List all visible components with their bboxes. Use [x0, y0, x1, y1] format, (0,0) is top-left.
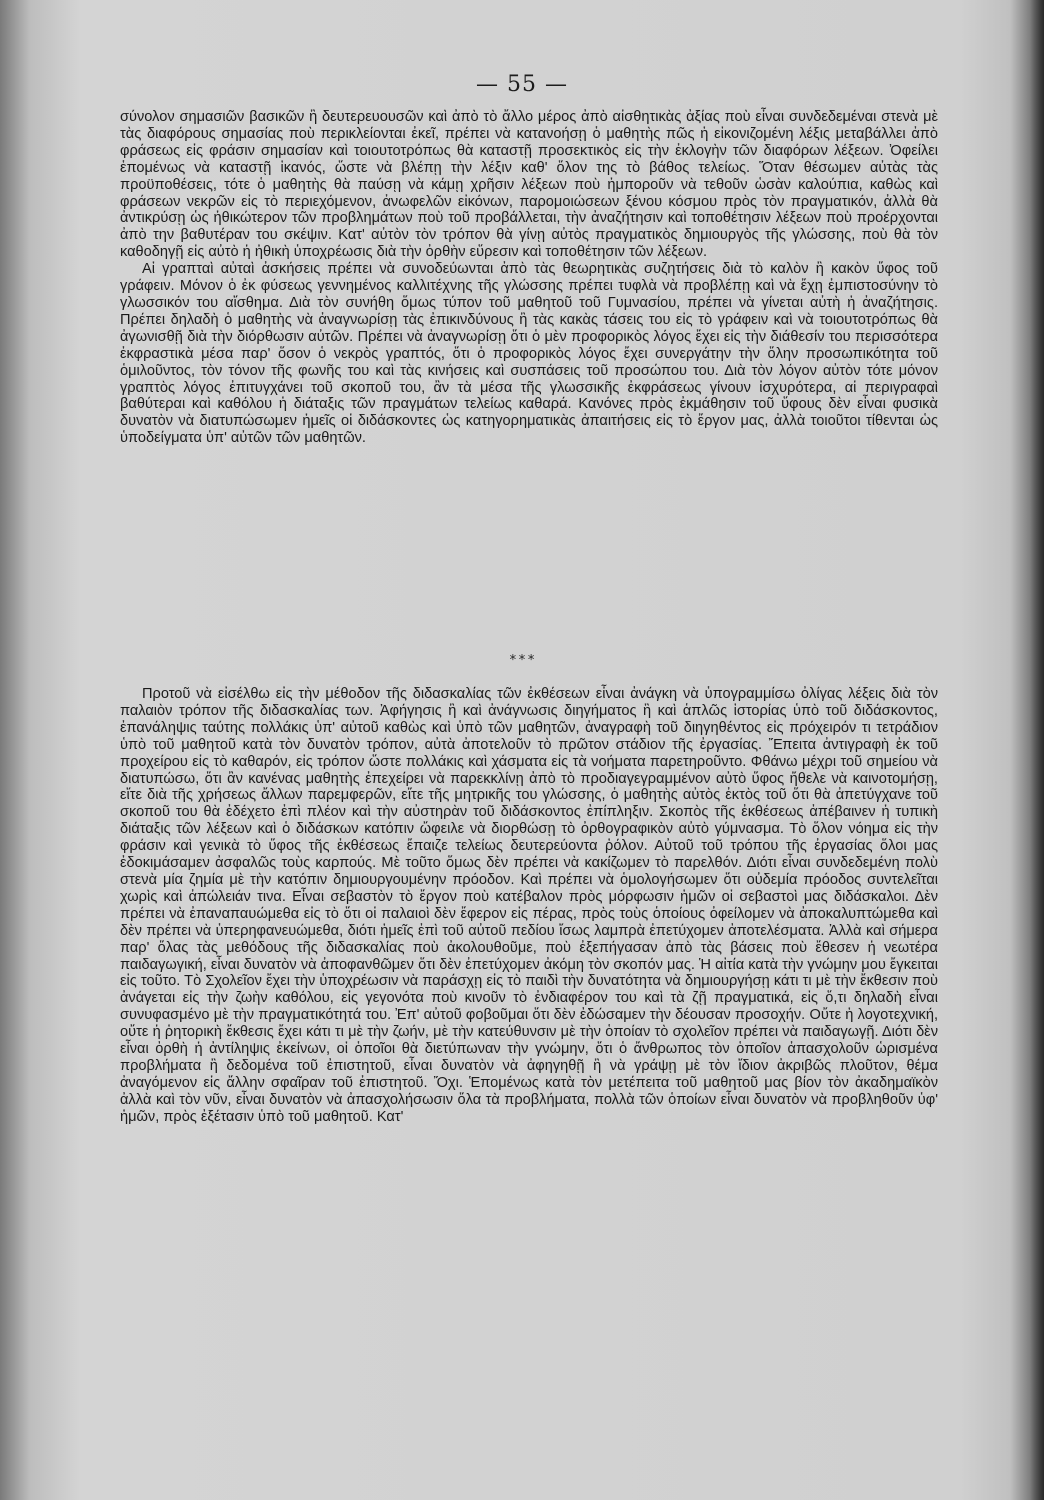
page-edge-shadow: [1030, 0, 1044, 1500]
body-text-section-2: [120, 686, 938, 1126]
paragraph: σύνολον σημασιῶν βασικῶν ἢ δευτερευουσῶν καὶ ἀπὸ τὸ ἄλλο μέρος ἀπὸ αἰσθητικὰς ἀξίας ποὺ εἶναι συνδεδεμέναι στενὰ μὲ τὰς διαφόρους σημασίας ποὺ περικλείονται ἐκεῖ, πρέπει νὰ κατανοήσῃ ὁ μαθητὴς πῶς ἡ εἰκονιζομένη λέξις μεταβάλλει ἀπὸ φράσεως εἰς φράσιν σημασίαν καὶ τοιουτοτρόπως θὰ καταστῇ προσεκτικὸς εἰς τὴν ἐκλογὴν τῶν διαφόρων λέξεων. Ὀφείλει ἑπομένως νὰ καταστῇ ἱκανός, ὥστε νὰ βλέπῃ τὴν λέξιν καθ' ὅλον της τὸ βάθος τελείως. Ὅταν θέσωμεν αὐτὰς τὰς προϋποθέσεις, τότε ὁ μαθητὴς θὰ παύσῃ νὰ κάμῃ χρῆσιν λέξεων ποὺ ἠμποροῦν νὰ τεθοῦν ὡσὰν καλούπια, καθὼς καὶ φράσεων νεκρῶν εἰς τὸ περιεχόμενον, ἀνωφελῶν εἰκόνων, παρομοιώσεων ξένου κόσμου πρὸς τὸν πραγματικόν, ἀλλὰ θὰ ἀντικρύσῃ ὡς ἠθικώτερον τῶν προβλημάτων ποὺ τοῦ προβάλλεται, τὴν ἀναζήτησιν καὶ τοποθέτησιν λέξεων ποὺ προέρχονται ἀπὸ την βαθυτέραν του σκέψιν. Κατ' αὐτὸν τὸν τρόπον θὰ γίνῃ αὐτὸς πραγματικὸς δημιουργὸς τῆς γλώσσης, ποὺ θὰ τὸν καθοδηγῇ εἰς αὐτὸ ἡ ἠθικὴ ὑποχρέωσις διὰ τὴν ὀρθὴν εὕρεσιν καὶ τοποθέτησιν τῶν λέξεων.: [120, 109, 938, 261]
paragraph: Προτοῦ νὰ εἰσέλθω εἰς τὴν μέθοδον τῆς διδασκαλίας τῶν ἐκθέσεων εἶναι ἀνάγκη νὰ ὑπογραμμίσω ὀλίγας λέξεις διὰ τὸν παλαιὸν τρόπον τῆς διδασκαλίας των. Ἀφήγησις ἢ καὶ ἀνάγνωσις διηγήματος ἢ καὶ ἁπλῶς ἱστορίας ὑπὸ τοῦ διδάσκοντος, ἐπανάληψις ταύτης πολλάκις ὑπ' αὐτοῦ καθὼς καὶ ὑπὸ τῶν μαθητῶν, ἀναγραφὴ τοῦ διηγηθέντος εἰς πρόχειρόν τι τετράδιον ὑπὸ τοῦ μαθητοῦ κατὰ τὸν δυνατὸν τρόπον, αὐτὰ ἀποτελοῦν τὸ πρῶτον στάδιον τῆς ἐργασίας. Ἔπειτα ἀντιγραφὴ ἐκ τοῦ προχείρου εἰς τὸ καθαρόν, εἰς τρόπον ὥστε πολλάκις καὶ χάσματα εἰς τὰ νοήματα παρετηροῦντο. Φθάνω μέχρι τοῦ σημείου νὰ διατυπώσω, ὅτι ἂν κανένας μαθητὴς ἐπεχείρει νὰ παρεκκλίνῃ ἀπὸ τὸ προδιαγεγραμμένον αὐτὸ ὕφος ἤθελε νὰ καινοτομήσῃ, εἴτε διὰ τῆς χρήσεως ἄλλων παρεμφερῶν, εἴτε τῆς μητρικῆς του γλώσσης, ὁ μαθητὴς αὐτὸς ἐκτὸς τοῦ ὅτι θὰ ἀπετύγχανε τοῦ σκοποῦ του θὰ ἐδέχετο ἐπὶ πλέον καὶ τὴν αὐστηρὰν τοῦ διδάσκοντος ἐπίπληξιν. Σκοπὸς τῆς ἐκθέσεως ἀπέβαινεν ἡ τυπικὴ διάταξις τῶν λέξεων καὶ ὁ διδάσκων κατόπιν ὤφειλε νὰ διορθώσῃ τὸ ὀρθογραφικὸν αὐτὸ γύμνασμα. Τὸ ὅλον νόημα εἰς τὴν φράσιν καὶ γενικὰ τὸ ὕφος τῆς ἐκθέσεως ἔπαιζε τελείως δευτερεύοντα ῥόλον. Αὐτοῦ τοῦ τρόπου τῆς ἐργασίας ὅλοι μας ἐδοκιμάσαμεν ἀσφαλῶς τοὺς καρπούς. Μὲ τοῦτο ὅμως δὲν πρέπει νὰ κακίζωμεν τὸ παρελθόν. Διότι εἶναι συνδεδεμένη πολὺ στενὰ μία ζημία μὲ τὴν κατόπιν δημιουργουμένην πρόοδον. Καὶ πρέπει νὰ ὁμολογήσωμεν ὅτι οὐδεμία πρόοδος συντελεῖται χωρὶς καὶ ἀπώλειάν τινα. Εἶναι σεβαστὸν τὸ ἔργον ποὺ κατέβαλον πρὸς μόρφωσιν ἡμῶν οἱ σεβαστοὶ μας διδάσκαλοι. Δὲν πρέπει νὰ ἐπαναπαυώμεθα εἰς τὸ ὅτι οἱ παλαιοὶ δὲν ἔφερον εἰς πέρας, πρὸς τοὺς ὁποίους ὀφείλομεν νὰ ἀποκαλυπτώμεθα καὶ δὲν πρέπει νὰ ὑπερηφανευώμεθα, διότι ἡμεῖς ἐπὶ τοῦ αὐτοῦ πεδίου ἴσως λαμπρὰ ἐπετύχομεν ἀποτελέσματα. Ἀλλὰ καὶ σήμερα παρ' ὅλας τὰς μεθόδους τῆς διδασκαλίας ποὺ ἀκολουθοῦμε, ποὺ ἐξεπήγασαν ἀπὸ τὰς βάσεις ποὺ ἔθεσεν ἡ νεωτέρα παιδαγωγική, εἶναι δυνατὸν νὰ ἀποφανθῶμεν ὅτι δὲν ἐπετύχομεν ἀκόμη τὸν σκοπόν μας. Ἡ αἰτία κατὰ τὴν γνώμην μου ἔγκειται εἰς τοῦτο. Τὸ Σχολεῖον ἔχει τὴν ὑποχρέωσιν νὰ παράσχῃ εἰς τὸ παιδὶ τὴν δυνατότητα νὰ δημιουργήσῃ κάτι τι μὲ τὴν ἔκθεσιν ποὺ ἀνάγεται εἰς τὴν ζωὴν καθόλου, εἰς γεγονότα ποὺ κινοῦν τὸ ἐνδιαφέρον του καὶ τὰ ζῇ πραγματικά, εἰς ὅ,τι δηλαδὴ εἶναι συνυφασμένο μὲ τὴν πραγματικότητά του. Ἐπ' αὐτοῦ φοβοῦμαι ὅτι δὲν ἐδώσαμεν τὴν δέουσαν προσοχήν. Οὔτε ἡ λογοτεχνική, οὔτε ἡ ῥητορικὴ ἔκθεσις ἔχει κάτι τι μὲ τὴν ζωήν, μὲ τὴν κατεύθυνσιν μὲ τὴν ὁποίαν τὸ σχολεῖον πρέπει νὰ παιδαγωγῇ. Διότι δὲν εἶναι ὀρθὴ ἡ ἀντίληψις ἐκείνων, οἱ ὁποῖοι θὰ διετύπωναν τὴν γνώμην, ὅτι ὁ ἄνθρωπος τὸν ὁποῖον ἀπασχολοῦν ὡρισμένα προβλήματα ἢ δεδομένα τοῦ ἐπιστητοῦ, εἶναι δυνατὸν νὰ ἀφηγηθῇ ἢ νὰ γράψῃ μὲ τὸν ἴδιον ἀκριβῶς πλοῦτον, θέμα ἀναγόμενον εἰς ἄλλην σφαῖραν τοῦ ἐπιστητοῦ. Ὄχι. Ἑπομένως κατὰ τὸν μετέπειτα τοῦ μαθητοῦ μας βίον τὸν ἀκαδημαϊκὸν ἀλλὰ καὶ τὸν νῦν, εἶναι δυνατὸν νὰ ἀπασχολήσωσιν ὅλα τὰ προβλήματα, πολλὰ τῶν ὁποίων εἶναι δυνατὸν νὰ προβληθοῦν ὑφ' ἡμῶν, πρὸς ἐξέτασιν ὑπὸ τοῦ μαθητοῦ. Κατ': [120, 686, 938, 1125]
page-number-dash-left: —: [476, 72, 499, 97]
page-number: [0, 72, 1044, 97]
paragraph: Αἱ γραπταὶ αὐταὶ ἀσκήσεις πρέπει νὰ συνοδεύωνται ἀπὸ τὰς θεωρητικὰς συζητήσεις διὰ τὸ καλὸν ἢ κακὸν ὕφος τοῦ γράφειν. Μόνον ὁ ἐκ φύσεως γεννημένος καλλιτέχνης τῆς γλώσσης πρέπει τυφλὰ νὰ προβλέπῃ καὶ νὰ ἔχῃ ἐμπιστοσύνην τὸ γλωσσικόν του αἴσθημα. Διὰ τὸν συνήθη ὅμως τύπον τοῦ μαθητοῦ τοῦ Γυμνασίου, πρέπει νὰ γίνεται αὐτὴ ἡ ἀναζήτησις. Πρέπει δηλαδὴ ὁ μαθητὴς νὰ ἀναγνωρίσῃ τὰς ἐπικινδύνους ἢ τὰς κακὰς τάσεις του εἰς τὸ γράφειν καὶ νὰ τοιουτοτρόπως θὰ ἀγωνισθῇ διὰ τὴν διόρθωσιν αὐτῶν. Πρέπει νὰ ἀναγνωρίσῃ ὅτι ὁ μὲν προφορικὸς λόγος ἔχει εἰς τὴν διάθεσίν του περισσότερα ἐκφραστικὰ μέσα παρ' ὅσον ὁ νεκρὸς γραπτός, ὅτι ὁ προφορικὸς λόγος ἔχει συνεργάτην τὴν ὅλην προσωπικότητα τοῦ ὁμιλοῦντος, τὸν τόνον τῆς φωνῆς του καὶ τὰς κινήσεις καὶ συσπάσεις τοῦ προσώπου του. Διὰ τὸν λόγον αὐτὸν τότε μόνον γραπτὸς λόγος ἐπιτυγχάνει τοῦ σκοποῦ του, ἂν τὰ μέσα τῆς γλωσσικῆς ἐκφράσεως γίνουν ἰσχυρότερα, αἱ περιγραφαὶ βαθύτεραι καὶ καθόλου ἡ διάταξις τῶν πραγμάτων τελείως καθαρά. Κανόνες πρὸς ἐκμάθησιν τοῦ ὕφους δὲν εἶναι φυσικὰ δυνατὸν νὰ διατυπώσωμεν ἡμεῖς οἱ διδάσκοντες ὡς κατηγορηματικὰς ἀπαιτήσεις εἰς τὸ ἔργον μας, ἀλλὰ τοιοῦτοι τίθενται ὡς ὑποδείγματα ὑπ' αὐτῶν τῶν μαθητῶν.: [120, 261, 938, 447]
page-number-dash-right: —: [545, 72, 568, 97]
body-text-section-1: [120, 109, 938, 447]
section-separator: * * *: [509, 653, 535, 668]
page-number-value: 55: [507, 72, 537, 97]
